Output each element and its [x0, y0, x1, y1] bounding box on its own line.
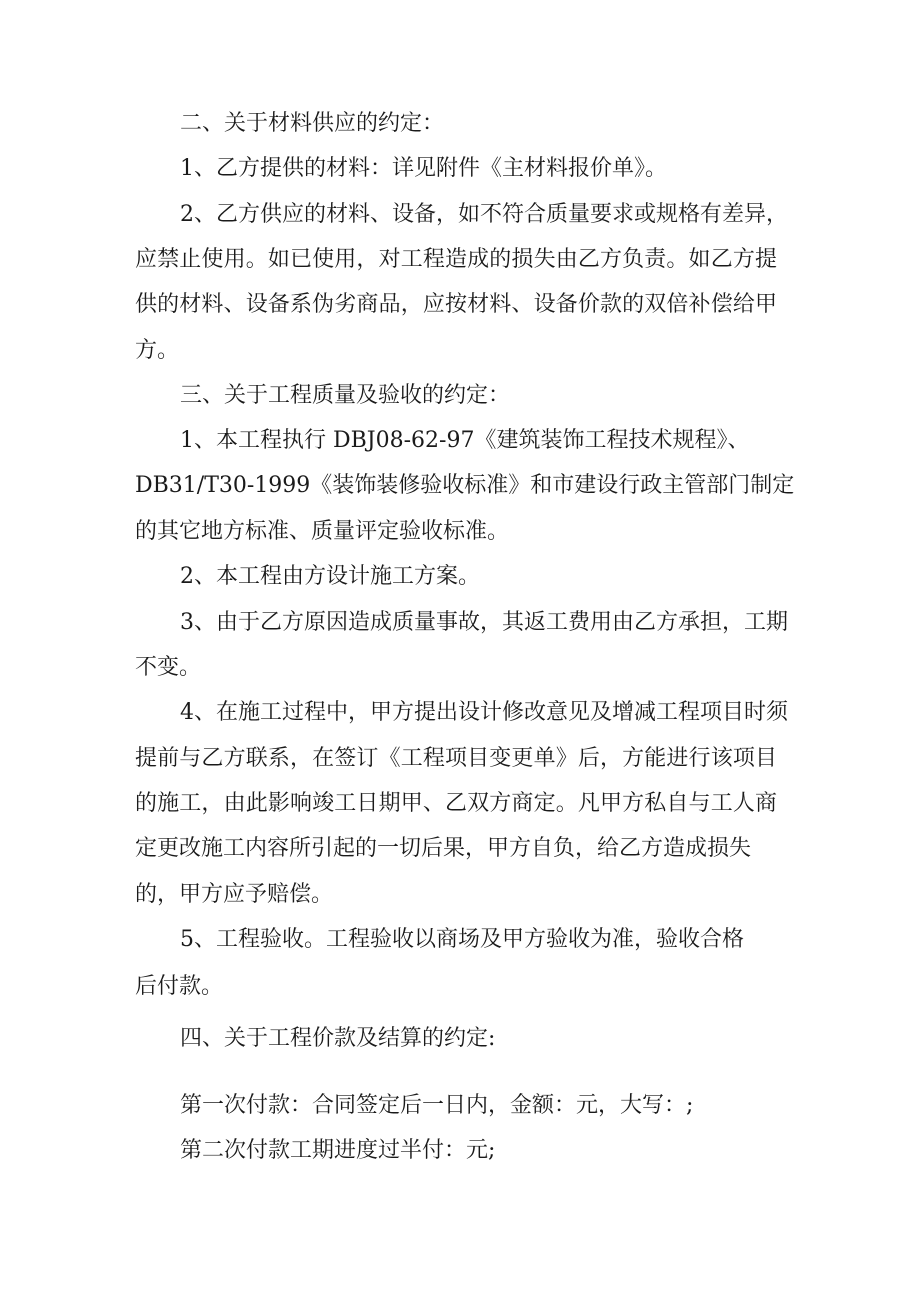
- paragraph-payment-second: 第二次付款工期进度过半付：元;: [180, 1138, 496, 1163]
- paragraph-quality-item3-line2: 不变。: [135, 655, 202, 680]
- paragraph-quality-item4-line4: 定更改施工内容所引起的一切后果，甲方自负，给乙方造成损失: [135, 836, 752, 861]
- paragraph-quality-item5-line2: 后付款。: [135, 974, 224, 999]
- paragraph-quality-item4-line2: 提前与乙方联系，在签订《工程项目变更单》后，方能进行该项目: [135, 746, 777, 771]
- paragraph-quality-item1-line3: 的其它地方标准、质量评定验收标准。: [135, 519, 510, 544]
- paragraph-quality-item1-line1: 1、本工程执行 DBJ08-62-97《建筑装饰工程技术规程》、: [180, 428, 750, 453]
- section-heading-payment: 四、关于工程价款及结算的约定:: [180, 1026, 496, 1051]
- section-heading-materials: 二、关于材料供应的约定：: [180, 111, 445, 136]
- paragraph-materials-item2-line1: 2、乙方供应的材料、设备，如不符合质量要求或规格有差异，: [180, 202, 788, 227]
- paragraph-quality-item4-line5: 的，甲方应予赔偿。: [135, 882, 334, 907]
- paragraph-quality-item3-line1: 3、由于乙方原因造成质量事故，其返工费用由乙方承担，工期: [180, 610, 788, 635]
- paragraph-payment-first: 第一次付款：合同签定后一日内，金额：元，大写：;: [180, 1093, 694, 1118]
- section-heading-quality: 三、关于工程质量及验收的约定：: [180, 383, 511, 408]
- paragraph-materials-item2-line4: 方。: [135, 338, 180, 363]
- paragraph-materials-item2-line3: 供的材料、设备系伪劣商品，应按材料、设备价款的双倍补偿给甲: [135, 292, 777, 317]
- paragraph-quality-item4-line1: 4、在施工过程中，甲方提出设计修改意见及增减工程项目时须: [180, 700, 788, 725]
- paragraph-quality-item1-line2: DB31/T30-1999《装饰装修验收标准》和市建设行政主管部门制定: [135, 473, 795, 498]
- paragraph-quality-item2: 2、本工程由方设计施工方案。: [180, 564, 480, 589]
- paragraph-materials-item2-line2: 应禁止使用。如已使用，对工程造成的损失由乙方负责。如乙方提: [135, 247, 777, 272]
- paragraph-quality-item5-line1: 5、工程验收。工程验收以商场及甲方验收为准，验收合格: [180, 927, 744, 952]
- paragraph-materials-item1: 1、乙方提供的材料：详见附件《主材料报价单》。: [180, 156, 667, 181]
- paragraph-quality-item4-line3: 的施工，由此影响竣工日期甲、乙双方商定。凡甲方私自与工人商: [135, 791, 777, 816]
